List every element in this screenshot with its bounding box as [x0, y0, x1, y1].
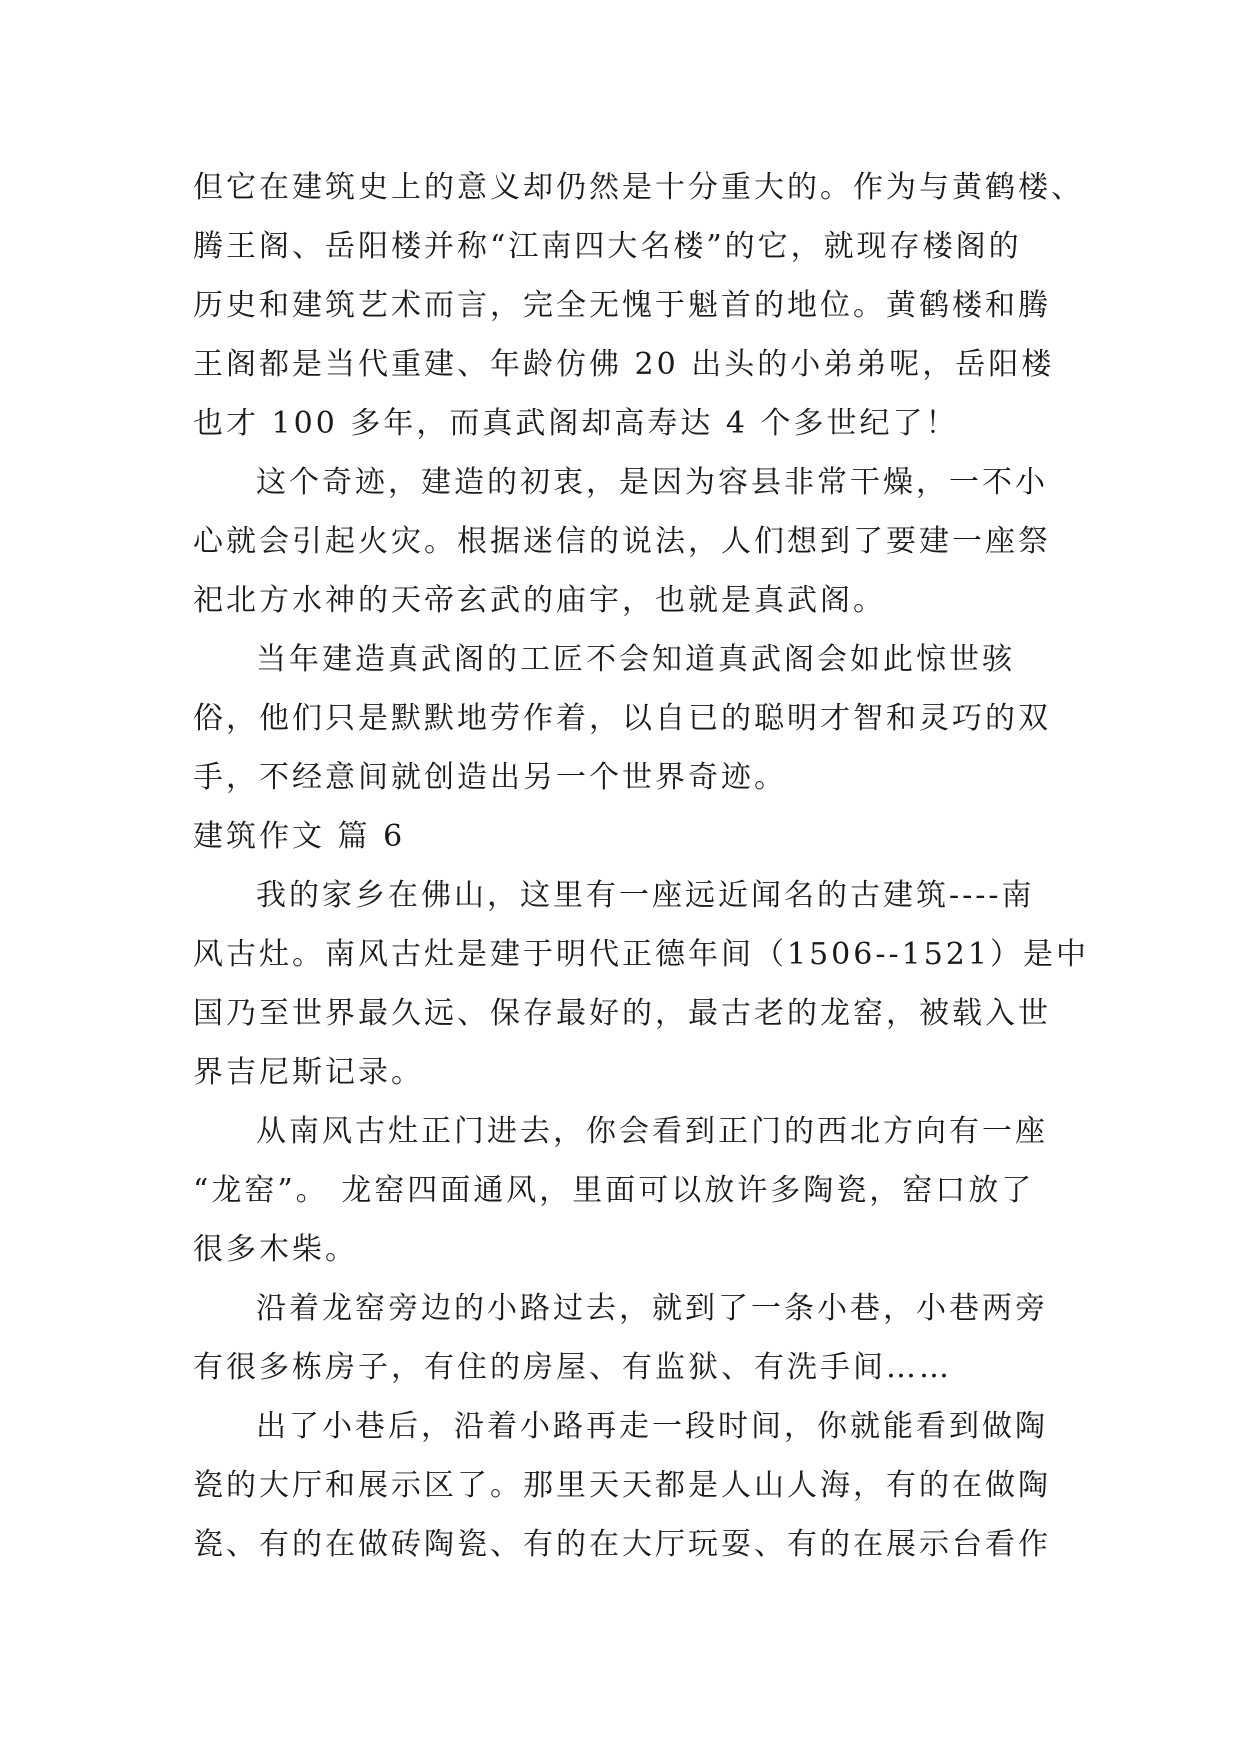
document-body	[193, 158, 1093, 1574]
text-line: 瓷、有的在做砖陶瓷、有的在大厅玩耍、有的在展示台看作	[193, 1527, 1051, 1562]
text-line: 当年建造真武阁的工匠不会知道真武阁会如此惊世骇	[256, 642, 1015, 677]
text-line: 腾王阁、岳阳楼并称“江南四大名楼”的它，就现存楼阁的	[193, 229, 1022, 264]
text-line: 出了小巷后，沿着小路再走一段时间，你就能看到做陶	[256, 1409, 1048, 1444]
text-line: “龙窑”。 龙窑四面通风，里面可以放许多陶瓷，窑口放了	[193, 1173, 1035, 1208]
text-line: 手，不经意间就创造出另一个世界奇迹。	[193, 760, 787, 795]
text-line: 王阁都是当代重建、年龄仿佛 20 出头的小弟弟呢，岳阳楼	[193, 347, 1055, 382]
text-line: 沿着龙窑旁边的小路过去，就到了一条小巷，小巷两旁	[256, 1291, 1048, 1326]
text-line: 很多木柴。	[193, 1232, 358, 1267]
section-heading: 建筑作文 篇 6	[193, 819, 406, 854]
text-line: 瓷的大厅和展示区了。那里天天都是人山人海，有的在做陶	[193, 1468, 1051, 1503]
text-line: 也才 100 多年，而真武阁却高寿达 4 个多世纪了！	[193, 406, 959, 441]
text-line: 历史和建筑艺术而言，完全无愧于魁首的地位。黄鹤楼和腾	[193, 288, 1051, 323]
text-line: 从南风古灶正门进去，你会看到正门的西北方向有一座	[256, 1114, 1048, 1149]
text-line: 我的家乡在佛山，这里有一座远近闻名的古建筑----南	[256, 878, 1035, 913]
text-line: 祀北方水神的天帝玄武的庙宇，也就是真武阁。	[193, 583, 886, 618]
text-line: 这个奇迹，建造的初衷，是因为容县非常干燥，一不小	[256, 465, 1048, 500]
text-line: 俗，他们只是默默地劳作着，以自已的聪明才智和灵巧的双	[193, 701, 1051, 736]
text-line: 但它在建筑史上的意义却仍然是十分重大的。作为与黄鹤楼、	[193, 170, 1084, 205]
text-line: 界吉尼斯记录。	[193, 1055, 424, 1090]
text-line: 风古灶。南风古灶是建于明代正德年间（1506--1521）是中	[193, 937, 1089, 972]
text-line: 心就会引起火灾。根据迷信的说法，人们想到了要建一座祭	[193, 524, 1051, 559]
text-line: 国乃至世界最久远、保存最好的，最古老的龙窑，被载入世	[193, 996, 1051, 1031]
text-line: 有很多栋房子，有住的房屋、有监狱、有洗手间……	[193, 1350, 952, 1385]
